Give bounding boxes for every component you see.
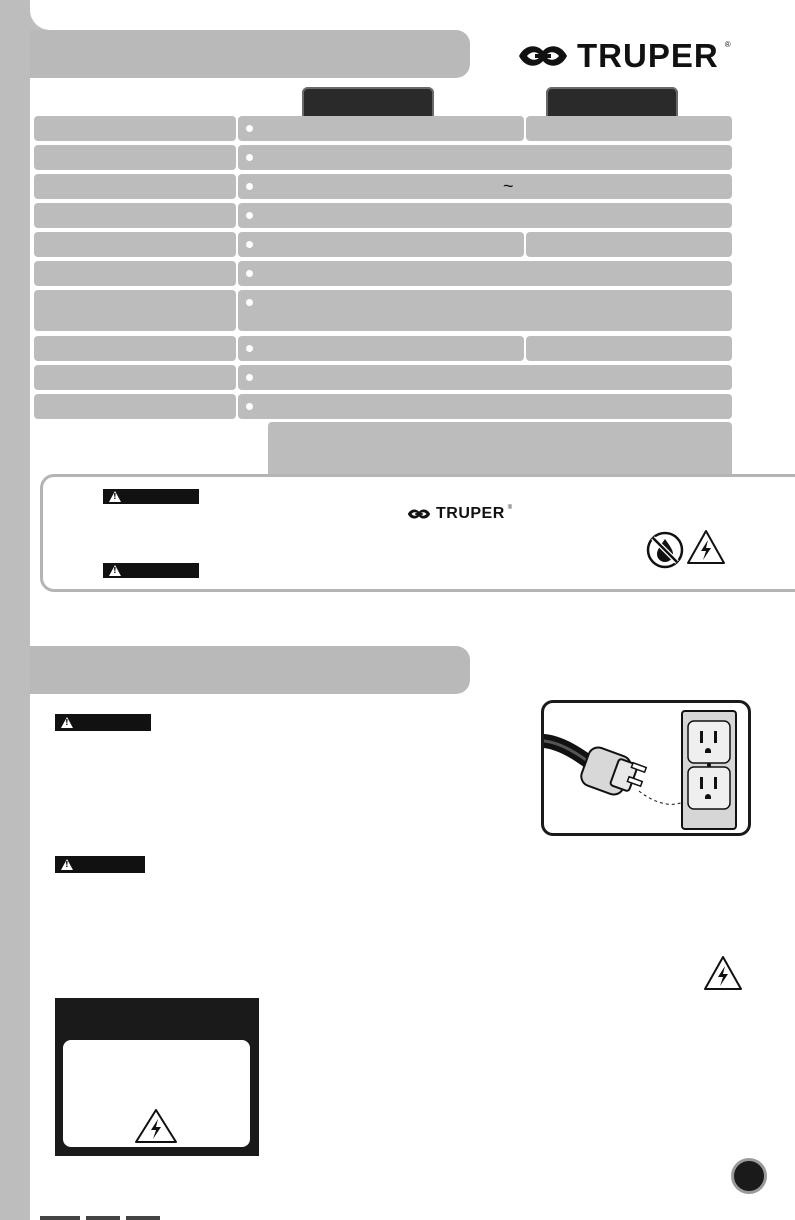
warning-label (103, 489, 199, 504)
section-header-safety (30, 646, 470, 694)
spec-row (34, 145, 732, 170)
footer-mark (126, 1216, 160, 1220)
spec-value (238, 203, 732, 228)
brand-mark-icon (405, 507, 433, 521)
brand-logo (515, 38, 755, 74)
bullet-icon (246, 212, 253, 219)
bullet-icon (246, 270, 253, 277)
spec-row (34, 261, 732, 286)
spec-note-box (268, 422, 732, 478)
no-water-icon (646, 531, 684, 569)
warning-triangle-icon (61, 859, 73, 870)
footer-mark (40, 1216, 80, 1220)
column-header-model-a (302, 87, 434, 119)
brand-mark-icon (515, 41, 571, 71)
section-header-specifications (30, 30, 470, 78)
spec-value (238, 290, 732, 331)
spec-value (526, 232, 732, 257)
spec-row (34, 336, 732, 361)
spec-label (34, 336, 236, 361)
spec-label (34, 290, 236, 331)
left-spine (0, 0, 30, 1220)
spec-value (238, 116, 524, 141)
electric-shock-icon (686, 529, 726, 565)
footer-print-marks (40, 1210, 370, 1220)
spec-row (34, 290, 732, 331)
bullet-icon (246, 183, 253, 190)
spec-value (238, 394, 732, 419)
bullet-icon (246, 299, 253, 306)
spec-row (34, 174, 732, 199)
plug-outlet-illustration (541, 700, 751, 836)
brand-logo-inline (405, 505, 525, 523)
spec-label (34, 145, 236, 170)
plug-outlet-drawing (544, 703, 748, 833)
spec-label (34, 365, 236, 390)
electric-shock-icon (134, 1108, 178, 1144)
spec-row (34, 116, 732, 141)
warning-label (55, 714, 151, 731)
spec-row (34, 232, 732, 257)
bullet-icon (246, 345, 253, 352)
spec-value (526, 336, 732, 361)
spec-value (238, 145, 732, 170)
spec-value (526, 116, 732, 141)
spec-row (34, 365, 732, 390)
warning-label (55, 856, 145, 873)
top-strip (30, 0, 795, 30)
spec-value (238, 365, 732, 390)
bullet-icon (246, 374, 253, 381)
spec-label (34, 232, 236, 257)
spec-value (238, 232, 524, 257)
alternating-current-symbol: ~ (503, 176, 514, 196)
spec-row (34, 203, 732, 228)
spec-value (238, 336, 524, 361)
column-header-model-b (546, 87, 678, 119)
spec-value (238, 261, 732, 286)
warning-triangle-icon (61, 717, 73, 728)
spec-label (34, 394, 236, 419)
brand-logo-inline-text: TRUPER (436, 505, 505, 522)
footer-mark (86, 1216, 120, 1220)
warning-triangle-icon (109, 491, 121, 502)
warning-triangle-icon (109, 565, 121, 576)
page-number-badge (731, 1158, 767, 1194)
bullet-icon (246, 125, 253, 132)
brand-logo-text: TRUPER (577, 37, 719, 74)
spec-label (34, 261, 236, 286)
spec-label (34, 116, 236, 141)
brand-registered-mark: ® (724, 40, 731, 49)
bullet-icon (246, 403, 253, 410)
bullet-icon (246, 154, 253, 161)
spec-value (238, 174, 732, 199)
electric-shock-icon (703, 955, 743, 991)
warning-label (103, 563, 199, 578)
spec-label (34, 203, 236, 228)
brand-registered-mark: ® (507, 505, 513, 511)
spec-row (34, 394, 732, 419)
bullet-icon (246, 241, 253, 248)
spec-label (34, 174, 236, 199)
